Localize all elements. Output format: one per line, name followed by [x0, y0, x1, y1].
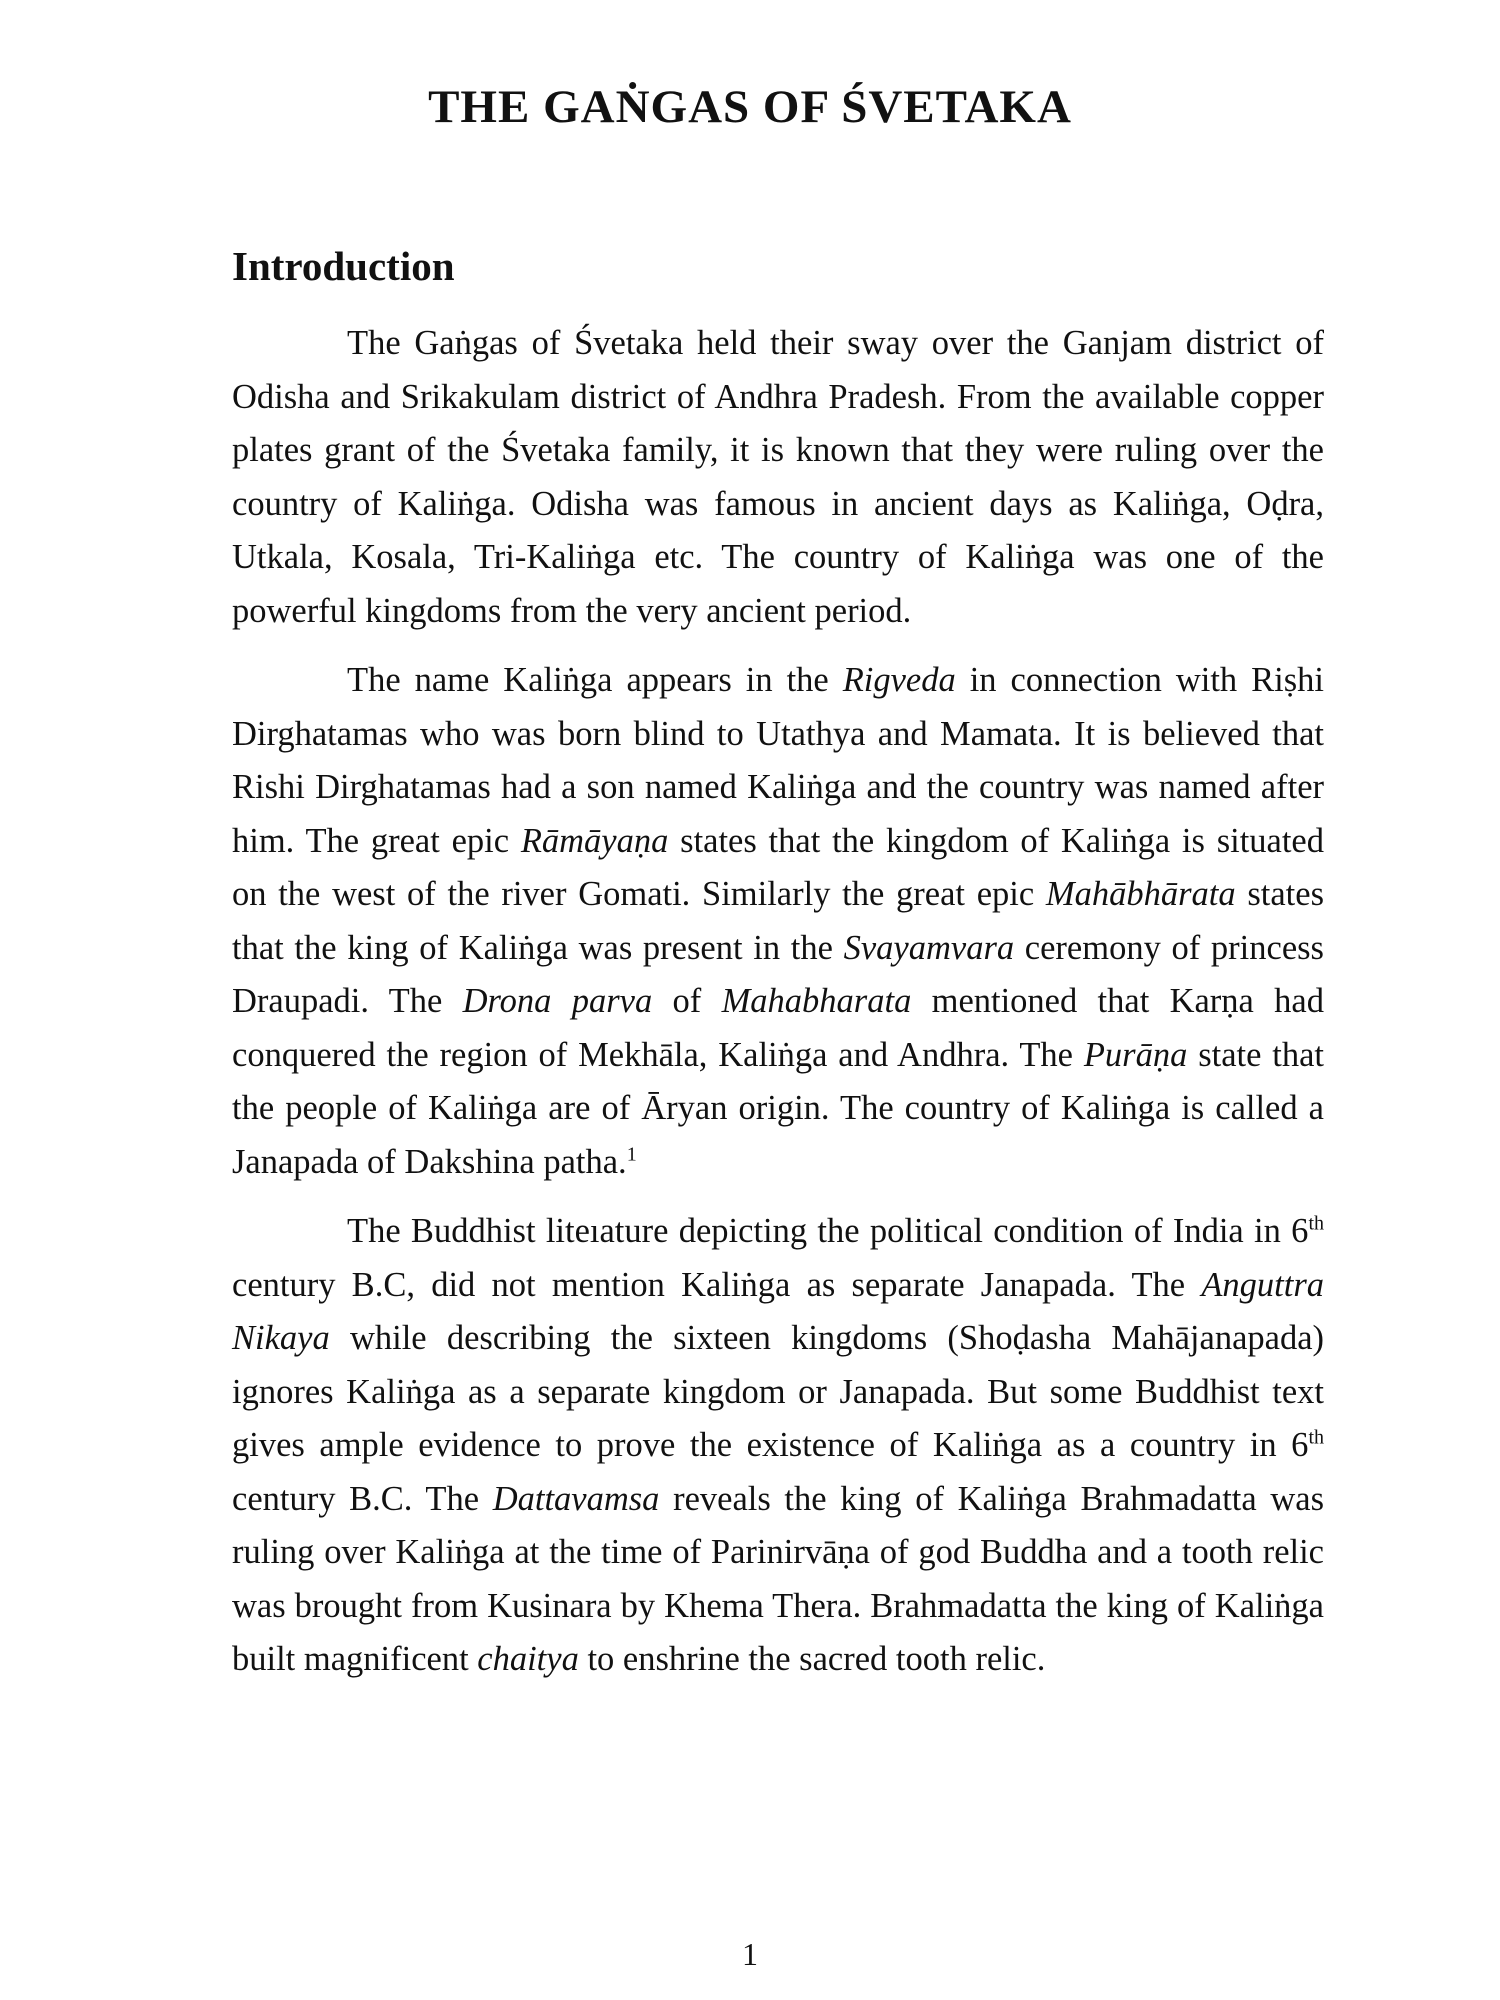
text-run: mentioned that Karṇa had conquered the region of Mekhāla, Kaliṅga and Andhra. The [232, 982, 1324, 1074]
body-text [232, 317, 1324, 1703]
section-heading: Introduction [232, 243, 455, 289]
italic-term: Purāṇa [1083, 1035, 1188, 1074]
italic-term: Svayamvara [843, 928, 1015, 967]
superscript: 1 [626, 1143, 637, 1165]
italic-term: Dattavamsa [492, 1479, 660, 1518]
italic-term: Rāmāyaṇa [520, 821, 669, 860]
paragraph [232, 654, 1324, 1189]
text-run: of [652, 982, 722, 1020]
text-run: in connection with Riṣhi Dirghatamas who was born blind to Utathya and Mamata. It is believed that Rishi Dirghatamas had a son named Kaliṅga and the country was named after him. The great epic [232, 661, 1324, 860]
text-run: state that the people of Kaliṅga are of Āryan origin. The country of Kaliṅga is called a Janapada of Dakshina patha. [232, 1035, 1324, 1181]
italic-term: Anguttra Nikaya [232, 1265, 1324, 1357]
italic-term: Mahābhārata [1045, 875, 1236, 913]
page-number: 1 [742, 1936, 758, 1972]
text-run: century B.C. The [232, 1479, 493, 1518]
chapter-title: THE GAṄGAS OF ŚVETAKA [428, 81, 1072, 133]
text-run: while describing the sixteen kingdoms (Shoḍasha Mahājanapada) ignores Kaliṅga as a separate kingdom or Janapada. But some Buddhist text gives ample evidence to prove the existence of Kaliṅga as a country in 6 [232, 1319, 1324, 1464]
italic-term: chaitya [477, 1640, 579, 1678]
text-run: reveals the king of Kaliṅga Brahmadatta was ruling over Kaliṅga at the time of Parinirvāṇa of god Buddha and a tooth relic was brought from Kusinara by Khema Thera. Brahmadatta the king of Kaliṅga built magnificent [232, 1479, 1324, 1678]
text-run: The Gaṅgas of Śvetaka held their sway over the Ganjam district of Odisha and Srikakulam district of Andhra Pradesh. From the available copper plates grant of the Śvetaka family, it is known that they were ruling over the country of Kaliṅga. Odisha was famous in ancient days as Kaliṅga, Oḍra, Utkala, Kosala, Tri-Kaliṅga etc. The country of Kaliṅga was one of the powerful kingdoms from the very ancient period. [232, 324, 1324, 630]
text-run: to enshrine the sacred tooth relic. [578, 1640, 1046, 1678]
paragraph [232, 317, 1324, 638]
text-run: century B.C, did not mention Kaliṅga as separate Janapada. The [232, 1265, 1202, 1304]
text-run: The Buddhist liteıature depicting the political condition of India in 6 [347, 1212, 1309, 1250]
italic-term: Drona parva [462, 982, 653, 1020]
text-run: states that the kingdom of Kaliṅga is situated on the west of the river Gomati. Similarly the great epic [232, 821, 1324, 913]
paragraph [232, 1205, 1324, 1687]
text-run: ceremony of princess Draupadi. The [232, 928, 1324, 1020]
text-run: states that the king of Kaliṅga was present in the [232, 875, 1324, 967]
superscript: th [1308, 1212, 1324, 1235]
italic-term: Rigveda [842, 661, 956, 699]
superscript: th [1308, 1426, 1324, 1449]
italic-term: Mahabharata [721, 982, 912, 1020]
text-run: The name Kaliṅga appears in the [347, 661, 843, 699]
